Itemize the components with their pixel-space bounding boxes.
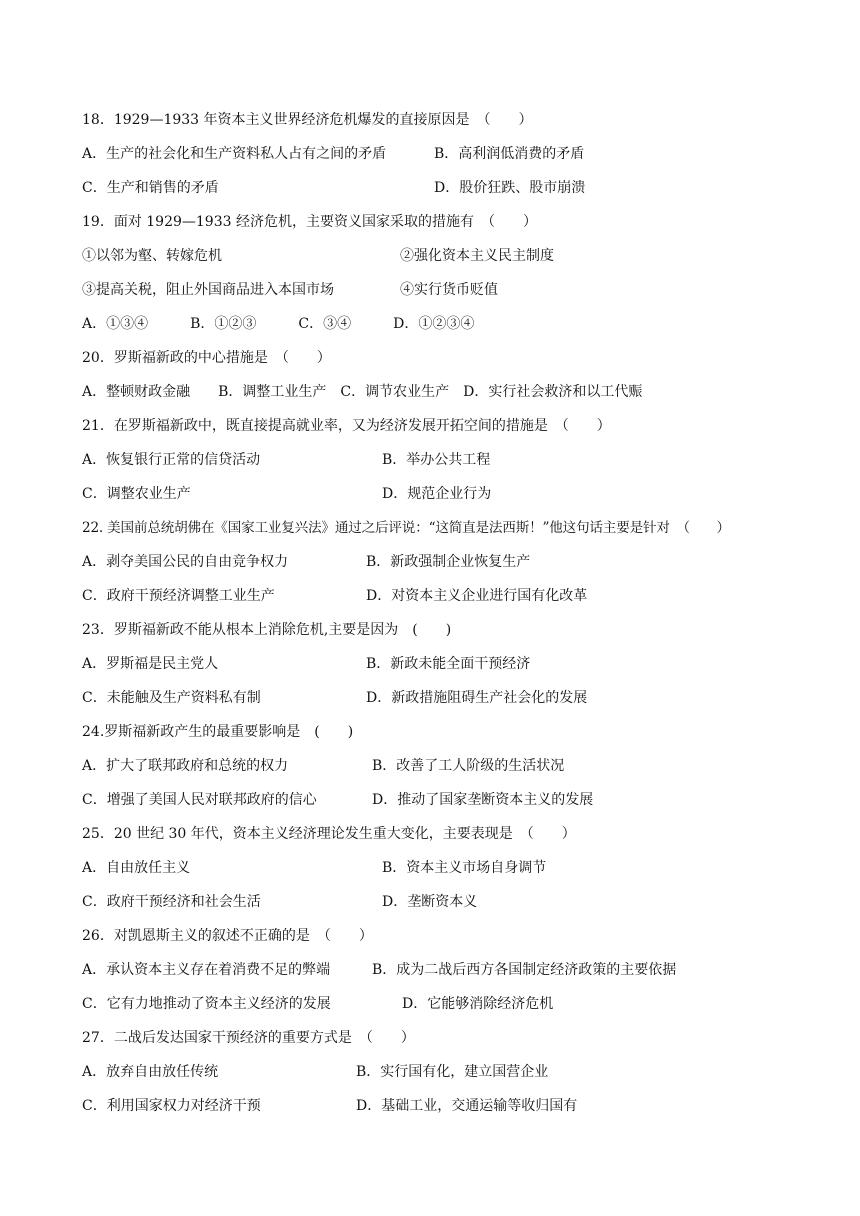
q26-option-b: B．成为二战后西方各国制定经济政策的主要依据 [372,962,677,978]
q24-option-a: A．扩大了联邦政府和总统的权力 [82,758,289,774]
q23-option-d: D．新政措施阻碍生产社会化的发展 [366,690,588,706]
q25-option-c: C．政府干预经济和社会生活 [82,894,261,910]
q27-option-d: D．基础工业，交通运输等收归国有 [356,1098,578,1114]
q27-option-a: A．放弃自由放任传统 [82,1064,219,1080]
q21-stem: 21．在罗斯福新政中，既直接提高就业率，又为经济发展开拓空间的措施是 （ ） [82,418,611,434]
q25-option-b: B．资本主义市场自身调节 [382,860,547,876]
q22-option-a: A．剥夺美国公民的自由竞争权力 [82,554,289,570]
q22-stem: 22. 美国前总统胡佛在《国家工业复兴法》通过之后评说：“这简直是法西斯！”他这句话主要是针对 （ ） [82,520,730,536]
q18-option-c: C．生产和销售的矛盾 [82,180,219,196]
q18-option-d: D．股价狂跌、股市崩溃 [434,180,586,196]
q21-option-c: C．调整农业生产 [82,486,191,502]
q23-option-a: A．罗斯福是民主党人 [82,656,219,672]
q22-option-d: D．对资本主义企业进行国有化改革 [366,588,588,604]
q26-option-d: D．它能够消除经济危机 [402,996,554,1012]
q21-option-a: A．恢复银行正常的信贷活动 [82,452,261,468]
q19-stem: 19．面对 1929—1933 经济危机，主要资义国家采取的措施有 （ ） [82,214,537,230]
q20-stem: 20．罗斯福新政的中心措施是 （ ） [82,350,331,366]
q19-item-4: ④实行货币贬值 [400,282,498,298]
q24-option-c: C．增强了美国人民对联邦政府的信心 [82,792,317,808]
q19-item-2: ②强化资本主义民主制度 [400,248,554,264]
q23-stem: 23．罗斯福新政不能从根本上消除危机,主要是因为 ( ) [82,622,452,638]
q18-option-a: A．生产的社会化和生产资料私人占有之间的矛盾 [82,146,387,162]
q24-stem: 24.罗斯福新政产生的最重要影响是 ( ) [82,724,354,740]
q19-item-1: ①以邻为壑、转嫁危机 [82,248,222,264]
q25-option-d: D．垄断资本义 [382,894,478,910]
q27-option-c: C．利用国家权力对经济干预 [82,1098,261,1114]
q19-options: A．①③④ B．①②③ C．③④ D．①②③④ [82,316,475,332]
q24-option-d: D．推动了国家垄断资本主义的发展 [372,792,594,808]
q25-option-a: A．自由放任主义 [82,860,191,876]
q18-stem: 18．1929—1933 年资本主义世界经济危机爆发的直接原因是 （ ） [82,112,533,128]
q18-option-b: B．高利润低消费的矛盾 [434,146,585,162]
q23-option-b: B．新政未能全面干预经济 [366,656,531,672]
q21-option-d: D．规范企业行为 [382,486,492,502]
q19-item-3: ③提高关税，阻止外国商品进入本国市场 [82,282,334,298]
q25-stem: 25．20 世纪 30 年代，资本主义经济理论发生重大变化，主要表现是 （ ） [82,826,576,842]
q26-stem: 26．对凯恩斯主义的叙述不正确的是 （ ） [82,928,373,944]
q26-option-a: A．承认资本主义存在着消费不足的弊端 [82,962,331,978]
q24-option-b: B．改善了工人阶级的生活状况 [372,758,565,774]
q27-option-b: B．实行国有化，建立国营企业 [356,1064,549,1080]
q27-stem: 27．二战后发达国家干预经济的重要方式是 （ ） [82,1030,415,1046]
q23-option-c: C．未能触及生产资料私有制 [82,690,261,706]
q21-option-b: B．举办公共工程 [382,452,491,468]
q26-option-c: C．它有力地推动了资本主义经济的发展 [82,996,331,1012]
q22-option-c: C．政府干预经济调整工业生产 [82,588,275,604]
q20-options: A．整顿财政金融 B．调整工业生产 C．调节农业生产 D．实行社会救济和以工代赈 [82,384,643,400]
q22-option-b: B．新政强制企业恢复生产 [366,554,531,570]
